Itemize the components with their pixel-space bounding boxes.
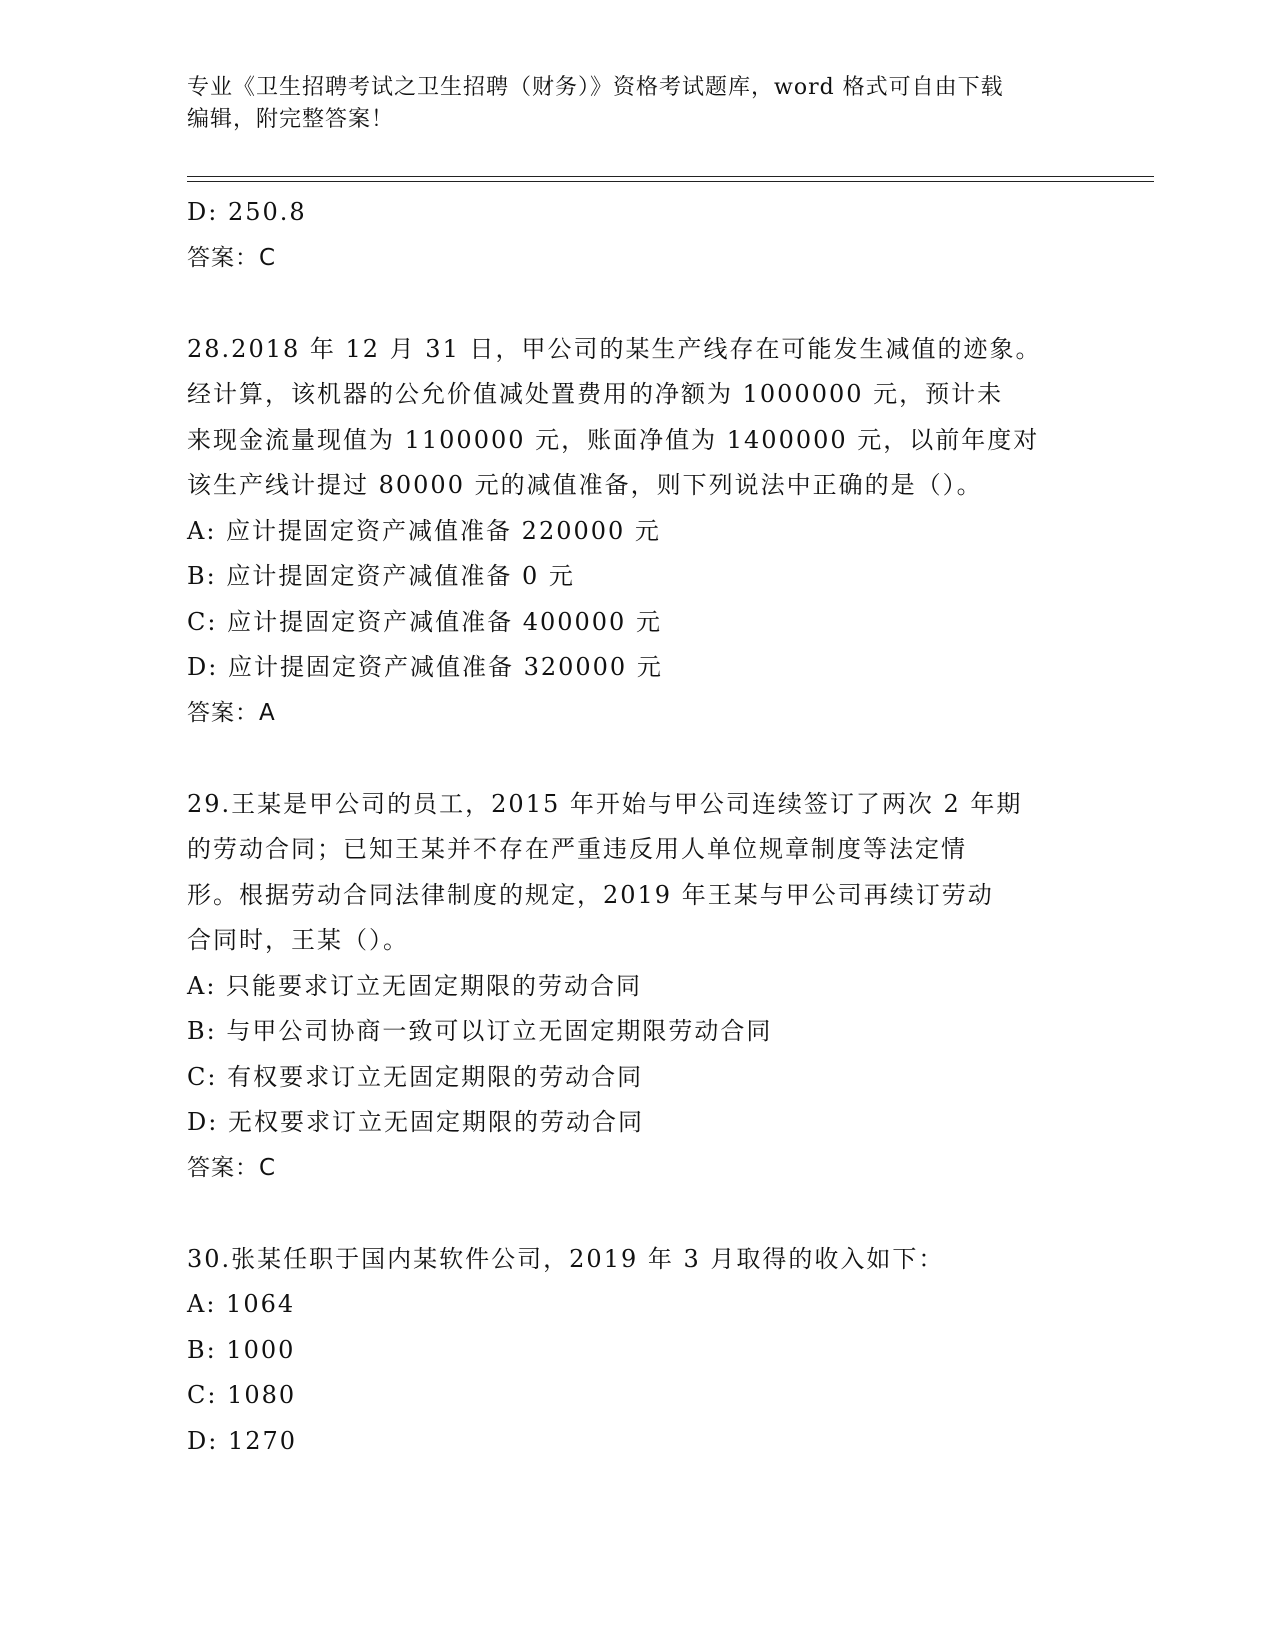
header-text-line-2: 编辑，附完整答案！ xyxy=(187,107,395,132)
question-28 xyxy=(187,327,1087,737)
question-29-stem-line-2: 的劳动合同；已知王某并不存在严重违反用人单位规章制度等法定情 xyxy=(187,835,967,863)
question-28-option-d: D: 应计提固定资产减值准备 320000 元 xyxy=(187,653,663,681)
prev-option-d: D: 250.8 xyxy=(187,198,307,226)
question-28-option-a: A: 应计提固定资产减值准备 220000 元 xyxy=(187,516,661,545)
header-rule-bottom xyxy=(187,181,1154,182)
question-30-stem-line-1: 30.张某任职于国内某软件公司，2019 年 3 月取得的收入如下： xyxy=(187,1244,945,1273)
question-30-option-d: D: 1270 xyxy=(187,1426,298,1455)
spacer xyxy=(187,281,1087,327)
question-28-stem-line-4: 该生产线计提过 80000 元的减值准备，则下列说法中正确的是（）。 xyxy=(187,471,983,499)
document-body xyxy=(187,190,1087,1464)
question-29-answer: 答案：C xyxy=(187,1154,277,1181)
question-28-option-c: C: 应计提固定资产减值准备 400000 元 xyxy=(187,607,662,636)
question-29-stem-line-4: 合同时，王某（）。 xyxy=(187,926,409,954)
question-28-stem-line-1: 28.2018 年 12 月 31 日，甲公司的某生产线存在可能发生减值的迹象。 xyxy=(187,334,1042,363)
question-28-answer: 答案：A xyxy=(187,699,276,726)
question-29-option-d: D: 无权要求订立无固定期限的劳动合同 xyxy=(187,1108,644,1136)
question-30-option-c: C: 1080 xyxy=(187,1381,297,1409)
question-29-stem-line-1: 29.王某是甲公司的员工，2015 年开始与甲公司连续签订了两次 2 年期 xyxy=(187,789,1023,818)
question-28-option-b: B: 应计提固定资产减值准备 0 元 xyxy=(187,562,575,590)
question-29-stem-line-3: 形。根据劳动合同法律制度的规定，2019 年王某与甲公司再续订劳动 xyxy=(187,880,994,909)
question-29-option-a: A: 只能要求订立无固定期限的劳动合同 xyxy=(187,971,643,1000)
question-29 xyxy=(187,782,1087,1192)
question-30 xyxy=(187,1237,1087,1465)
spacer xyxy=(187,736,1087,782)
question-29-option-b: B: 与甲公司协商一致可以订立无固定期限劳动合同 xyxy=(187,1017,773,1045)
page-header xyxy=(187,72,1087,136)
question-30-option-a: A: 1064 xyxy=(187,1290,296,1318)
question-28-stem-line-2: 经计算，该机器的公允价值减处置费用的净额为 1000000 元，预计未 xyxy=(187,380,1004,408)
question-29-option-c: C: 有权要求订立无固定期限的劳动合同 xyxy=(187,1062,644,1091)
spacer xyxy=(187,1191,1087,1237)
header-text-line-1: 专业《卫生招聘考试之卫生招聘（财务）》资格考试题库，word 格式可自由下载 xyxy=(187,75,1004,100)
question-28-stem-line-3: 来现金流量现值为 1100000 元，账面净值为 1400000 元，以前年度对 xyxy=(187,425,1040,454)
question-30-option-b: B: 1000 xyxy=(187,1335,296,1364)
header-rule-top xyxy=(187,176,1154,177)
prev-answer: 答案：C xyxy=(187,244,277,271)
